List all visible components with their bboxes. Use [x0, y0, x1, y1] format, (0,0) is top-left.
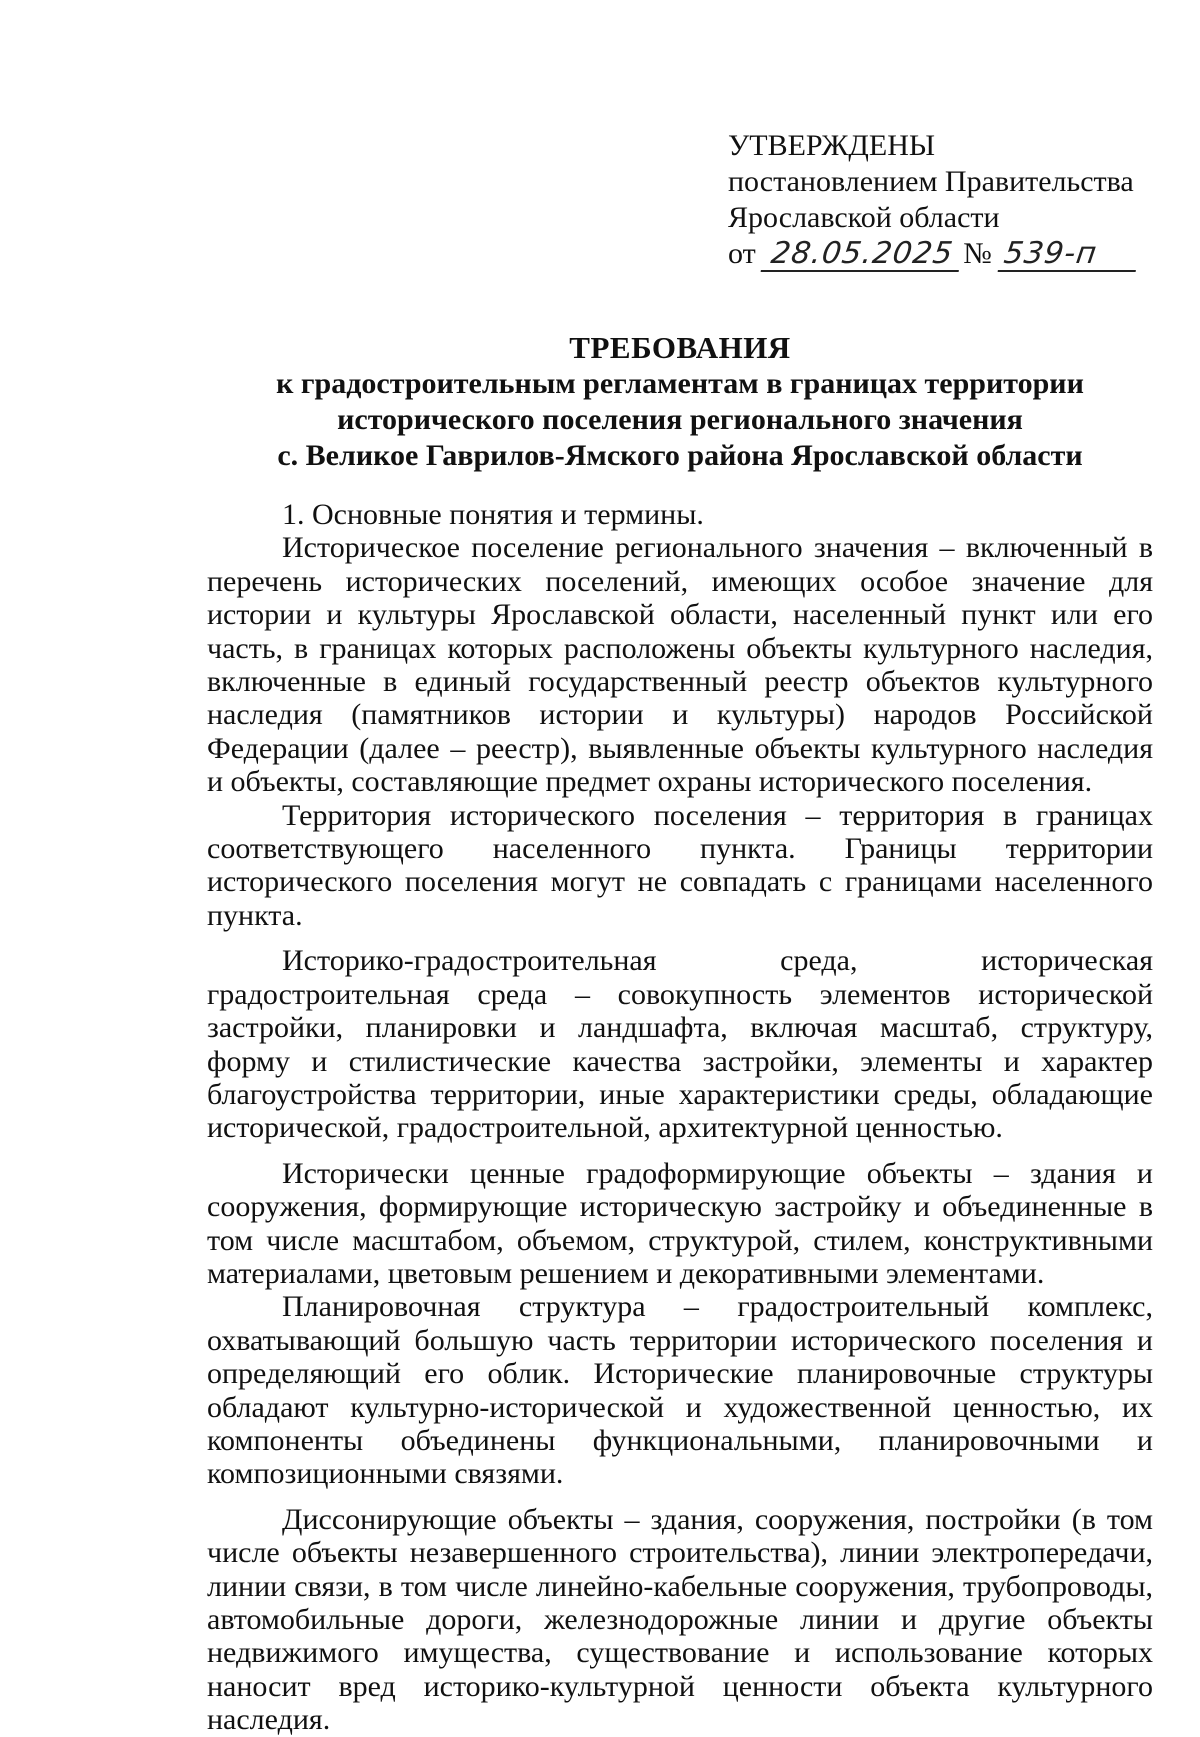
title-line-2: исторического поселения регионального значения	[337, 403, 1023, 436]
handwritten-date: 28.05.2025	[761, 238, 964, 272]
title-line-1: к градостроительным регламентам в границах территории	[276, 367, 1084, 400]
section-heading: 1. Основные понятия и термины.	[282, 498, 704, 531]
paragraph-planning-structure: Планировочная структура – градостроительный комплекс, охватывающий большую часть территории исторического поселения и определяющий его облик. Исторические планировочные структуры обладают культурно-исторической и художественной ценностью, их компоненты объединены функциональными, планировочными и композиционными связями.	[207, 1290, 1153, 1491]
approval-issuer: постановлением Правительства	[728, 165, 1134, 198]
paragraph-valuable-objects: Исторически ценные градоформирующие объекты – здания и сооружения, формирующие историческую застройку и объединенные в том числе масштабом, объемом, структурой, стилем, конструктивными материалами, цветовым решением и декоративными элементами.	[207, 1156, 1153, 1290]
approval-date-row	[728, 236, 1148, 272]
document-body	[207, 498, 1153, 1737]
handwritten-number: 539-п	[997, 238, 1140, 272]
number-label: №	[963, 237, 992, 270]
title-main: ТРЕБОВАНИЯ	[569, 330, 791, 365]
paragraph-urban-environment: Историко-градостроительная среда, историческая градостроительная среда – совокупность элементов исторической застройки, планировки и ландшафта, включая масштаб, структуру, форму и стилистические качества застройки, элементы и характер благоустройства территории, иные характеристики среды, обладающие исторической, градостроительной, архитектурной ценностью.	[207, 944, 1153, 1145]
paragraph-dissonant-objects: Диссонирующие объекты – здания, сооружения, постройки (в том числе объекты незавершенного строительства), линии электропередачи, линии связи, в том числе линейно-кабельные сооружения, трубопроводы, автомобильные дороги, железнодорожные линии и другие объекты недвижимого имущества, существование и использование которых наносит вред историко-культурной ценности объекта культурного наследия.	[207, 1502, 1153, 1737]
title-line-3: с. Великое Гаврилов-Ямского района Ярославской области	[277, 439, 1083, 472]
document-title	[200, 330, 1160, 474]
paragraph-settlement-territory: Территория исторического поселения – территория в границах соответствующего населенного пункта. Границы территории исторического поселения могут не совпадать с границами населенного пункта.	[207, 798, 1153, 932]
paragraph-historical-settlement: Историческое поселение регионального значения – включенный в перечень исторических поселений, имеющих особое значение для истории и культуры Ярославской области, населенный пункт или его часть, в границах которых расположены объекты культурного наследия, включенные в единый государственный реестр объектов культурного наследия (памятников истории и культуры) народов Российской Федерации (далее – реестр), выявленные объекты культурного наследия и объекты, составляющие предмет охраны исторического поселения.	[207, 531, 1153, 799]
approval-block	[728, 128, 1148, 272]
approval-region: Ярославской области	[728, 201, 1000, 234]
approval-heading: УТВЕРЖДЕНЫ	[728, 129, 936, 162]
from-label: от	[728, 237, 756, 270]
